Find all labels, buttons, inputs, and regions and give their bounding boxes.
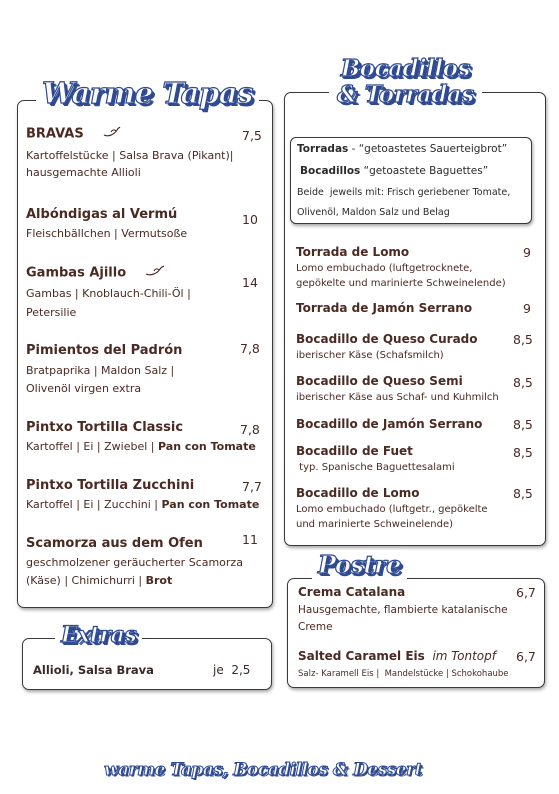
item-name: Crema Catalana [298,585,406,599]
item-desc: und marinierte Schweinelende) [296,519,454,530]
item-desc: iberischer Käse aus Schaf- und Kuhmilch [296,392,499,403]
price-albondigas: 10 [242,212,258,227]
price-pimientos: 7,8 [240,341,260,356]
menu-item-torrada-jamon [296,301,536,315]
extras-title: Extras [55,622,142,648]
item-desc: Kartoffel | Ei | Zucchini | [26,498,162,511]
extras-item: Allioli, Salsa Brava [33,663,154,677]
bocadillos-text: “getoastete Baguettes” [360,165,489,177]
chili-icon [144,265,166,281]
item-desc-bold: Pan con Tomate [158,440,256,453]
menu-item-queso-semi [296,374,536,405]
beide-line1: Beide jeweils mit: Frisch geriebener Tomate, [297,187,511,198]
item-name: Bocadillo de Queso Semi [296,374,463,388]
menu-item-crema-catalana [298,585,538,636]
price-crema-catalana: 6,7 [516,585,536,600]
item-name: Gambas Ajillo [26,265,127,281]
price-pintxo-classic: 7,8 [240,422,260,437]
item-name: Bocadillo de Queso Curado [296,332,478,346]
item-name: BRAVAS [26,126,84,142]
menu-item-pintxo-classic [26,420,264,455]
torradas-text: - “getoastetes Sauerteigbrot” [348,143,508,155]
item-name: Bocadillo de Fuet [296,444,413,458]
price-torrada-jamon: 9 [523,301,531,316]
item-desc: typ. Spanische Baguettesalami [296,462,455,473]
bocadillos-title-line1: Bocadillos [340,55,470,82]
item-desc: Kartoffel | Ei | Zwiebel | [26,440,158,453]
item-name-italic: im Tontopf [424,649,496,663]
item-desc: Gambas | Knoblauch-Chili-Öl | [26,287,191,300]
price-scamorza: 11 [242,532,258,547]
menu-item-salted-caramel [298,649,538,682]
item-name: Scamorza aus dem Ofen [26,536,203,551]
item-desc: hausgemachte Allioli [26,166,141,179]
extras-price: je 2,5 [213,663,251,677]
item-desc: Olivenöl virgen extra [26,382,142,395]
item-desc-bold: Brot [145,574,173,587]
price-queso-semi: 8,5 [513,375,533,390]
item-desc: gepökelte und marinierte Schweinelende) [296,278,506,289]
menu-item-torrada-lomo [296,245,536,291]
menu-item-fuet [296,444,536,475]
item-name: Pintxo Tortilla Classic [26,420,184,435]
item-desc: Creme [298,621,333,633]
item-name: Pintxo Tortilla Zucchini [26,478,195,493]
bocadillos-title [329,56,482,108]
item-desc: Lomo embuchado (luftgetr., gepökelte [296,504,488,515]
price-fuet: 8,5 [513,445,533,460]
bocadillos-title-line2: & Torradas [337,81,474,108]
menu-item-pintxo-zucchini [26,478,264,513]
price-salted-caramel: 6,7 [516,649,536,664]
beide-line2: Olivenöl, Maldon Salz und Belag [297,207,450,218]
price-bravas: 7,5 [242,128,262,143]
price-torrada-lomo: 9 [523,245,531,260]
item-desc-bold: Pan con Tomate [161,498,260,511]
menu-item-queso-curado [296,332,536,363]
item-desc: iberischer Käse (Schafsmilch) [296,350,444,361]
price-gambas: 14 [242,275,258,290]
item-desc: (Käse) | Chimichurri | [26,574,146,587]
menu-item-pimientos [26,343,264,397]
menu-item-bocadillo-lomo [296,486,536,532]
chili-icon [102,126,122,142]
item-name: Bocadillo de Jamón Serrano [296,417,483,431]
menu-item-bocadillo-jamon [296,417,536,431]
item-desc: Salz- Karamell Eis | Mandelstücke | Schokohaube [298,669,509,679]
bocadillos-label: Bocadillos [300,165,361,177]
item-desc: geschmolzener geräucherter Scamorza [26,556,243,569]
footer-slogan: warme Tapas, Bocadillos & Dessert [104,760,422,780]
price-queso-curado: 8,5 [513,332,533,347]
item-name: Albóndigas al Vermú [26,207,178,222]
item-name: Torrada de Lomo [296,245,410,259]
price-bocadillo-lomo: 8,5 [513,486,533,501]
menu-item-bravas [26,126,264,181]
item-desc: Kartoffelstücke | Salsa Brava (Pikant)| [26,149,234,162]
item-name: Pimientos del Padrón [26,343,183,358]
item-desc: Petersilie [26,306,77,319]
item-name: Torrada de Jamón Serrano [296,301,473,315]
item-name: Salted Caramel Eis [298,649,425,663]
torradas-label: Torradas [297,143,349,155]
item-desc: Bratpaprika | Maldon Salz | [26,364,175,377]
item-desc: Fleischbällchen | Vermutsoße [26,227,188,240]
item-desc: Hausgemachte, flambierte katalanische [298,604,508,616]
postre-title: Postre [312,550,407,579]
menu-item-scamorza [26,536,264,589]
menu-item-gambas [26,265,264,321]
price-bocadillo-jamon: 8,5 [513,417,533,432]
warme-tapas-title: Warme Tapas [36,76,259,110]
item-desc: Lomo embuchado (luftgetrocknete, [296,263,473,274]
menu-item-albondigas [26,207,264,242]
price-pintxo-zucchini: 7,7 [242,479,262,494]
item-name: Bocadillo de Lomo [296,486,420,500]
